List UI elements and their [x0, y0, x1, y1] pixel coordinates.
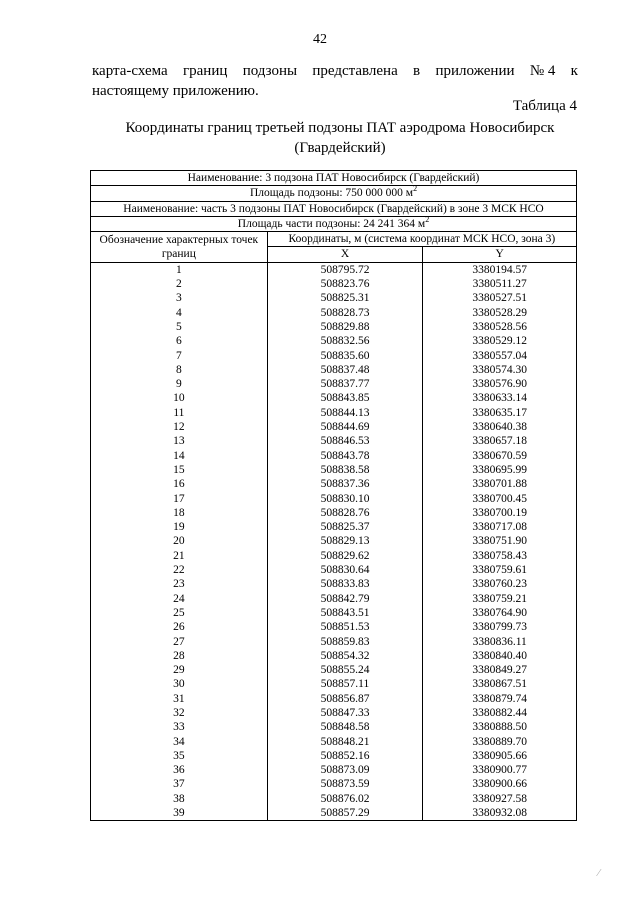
- intro-word: карта-схема: [92, 63, 168, 79]
- x-value: 508876.02: [267, 792, 423, 806]
- x-value: 508873.09: [267, 763, 423, 777]
- y-value: 3380932.08: [423, 806, 577, 821]
- x-value: 508830.64: [267, 563, 423, 577]
- intro-paragraph: [92, 61, 578, 101]
- x-value: 508829.62: [267, 549, 423, 563]
- point-number: 4: [91, 306, 268, 320]
- y-value: 3380528.29: [423, 306, 577, 320]
- y-value: 3380557.04: [423, 349, 577, 363]
- x-value: 508851.53: [267, 620, 423, 634]
- y-value: 3380511.27: [423, 277, 577, 291]
- x-value: 508846.53: [267, 434, 423, 448]
- intro-word: границ: [183, 63, 228, 79]
- y-value: 3380576.90: [423, 377, 577, 391]
- x-value: 508857.11: [267, 677, 423, 691]
- point-number: 1: [91, 262, 268, 277]
- x-value: 508848.58: [267, 720, 423, 734]
- point-number: 8: [91, 363, 268, 377]
- table-row: [91, 749, 577, 763]
- point-number: 39: [91, 806, 268, 821]
- y-column-header: Y: [423, 247, 577, 262]
- table-row: [91, 506, 577, 520]
- column-header-row: [91, 232, 577, 247]
- table-row: [91, 306, 577, 320]
- point-number: 10: [91, 391, 268, 405]
- y-value: 3380849.27: [423, 663, 577, 677]
- table-row: [91, 477, 577, 491]
- x-value: 508847.33: [267, 706, 423, 720]
- y-value: 3380879.74: [423, 692, 577, 706]
- point-number: 37: [91, 777, 268, 791]
- table-row: [91, 563, 577, 577]
- x-value: 508837.36: [267, 477, 423, 491]
- x-value: 508837.48: [267, 363, 423, 377]
- table-row: [91, 334, 577, 348]
- table-row: [91, 592, 577, 606]
- table-row: [91, 434, 577, 448]
- table-row: [91, 449, 577, 463]
- point-number: 38: [91, 792, 268, 806]
- part-name: Наименование: часть 3 подзоны ПАТ Новосибирск (Гвардейский) в зоне 3 МСК НСО: [91, 201, 577, 216]
- intro-line-2: настоящему приложению.: [92, 83, 259, 99]
- intro-word: представлена: [312, 63, 398, 79]
- y-value: 3380528.56: [423, 320, 577, 334]
- table-row: [91, 763, 577, 777]
- y-value: 3380764.90: [423, 606, 577, 620]
- intro-word: в: [413, 63, 421, 79]
- table-row: [91, 692, 577, 706]
- part-area-unit-sup: 2: [425, 215, 430, 225]
- part-area-text: Площадь части подзоны: 24 241 364 м: [237, 217, 426, 230]
- point-number: 23: [91, 577, 268, 591]
- x-value: 508848.21: [267, 735, 423, 749]
- point-number: 2: [91, 277, 268, 291]
- table-row: [91, 463, 577, 477]
- point-number: 21: [91, 549, 268, 563]
- table-row: [91, 649, 577, 663]
- y-value: 3380759.61: [423, 563, 577, 577]
- point-number: 19: [91, 520, 268, 534]
- point-number: 9: [91, 377, 268, 391]
- y-value: 3380760.23: [423, 577, 577, 591]
- y-value: 3380529.12: [423, 334, 577, 348]
- coords-column-header: Координаты, м (система координат МСК НСО, зона 3): [267, 232, 576, 247]
- table-row: [91, 777, 577, 791]
- point-number: 3: [91, 291, 268, 305]
- x-value: 508830.10: [267, 492, 423, 506]
- page-number: 42: [313, 32, 327, 47]
- table-row: [91, 549, 577, 563]
- table-row: [91, 291, 577, 305]
- table-row: [91, 349, 577, 363]
- y-value: 3380799.73: [423, 620, 577, 634]
- table-title-line-2: (Гвардейский): [294, 140, 386, 156]
- table-row: [91, 663, 577, 677]
- y-value: 3380635.17: [423, 406, 577, 420]
- y-value: 3380194.57: [423, 262, 577, 277]
- y-value: 3380717.08: [423, 520, 577, 534]
- intro-word: к: [570, 63, 578, 79]
- intro-word: приложении: [435, 63, 515, 79]
- x-value: 508855.24: [267, 663, 423, 677]
- x-value: 508823.76: [267, 277, 423, 291]
- table-row: [91, 363, 577, 377]
- x-value: 508832.56: [267, 334, 423, 348]
- intro-word: № 4: [529, 63, 556, 79]
- y-value: 3380701.88: [423, 477, 577, 491]
- point-number: 32: [91, 706, 268, 720]
- y-value: 3380759.21: [423, 592, 577, 606]
- y-value: 3380640.38: [423, 420, 577, 434]
- x-value: 508857.29: [267, 806, 423, 821]
- table-row: [91, 420, 577, 434]
- point-number: 18: [91, 506, 268, 520]
- x-value: 508873.59: [267, 777, 423, 791]
- y-value: 3380840.40: [423, 649, 577, 663]
- point-number: 13: [91, 434, 268, 448]
- y-value: 3380527.51: [423, 291, 577, 305]
- y-value: 3380900.77: [423, 763, 577, 777]
- y-value: 3380905.66: [423, 749, 577, 763]
- subzone-area-text: Площадь подзоны: 750 000 000 м: [249, 187, 414, 200]
- table-row: [91, 620, 577, 634]
- x-value: 508825.37: [267, 520, 423, 534]
- y-value: 3380633.14: [423, 391, 577, 405]
- table-row: [91, 606, 577, 620]
- table-row: [91, 720, 577, 734]
- x-value: 508843.51: [267, 606, 423, 620]
- y-value: 3380657.18: [423, 434, 577, 448]
- part-area: [91, 216, 577, 231]
- x-value: 508825.31: [267, 291, 423, 305]
- y-value: 3380900.66: [423, 777, 577, 791]
- table-title-line-1: Координаты границ третьей подзоны ПАТ аэродрома Новосибирск: [125, 120, 555, 136]
- x-value: 508828.73: [267, 306, 423, 320]
- x-value: 508833.83: [267, 577, 423, 591]
- table-part-name-row: [91, 201, 577, 216]
- table-name-row: [91, 171, 577, 186]
- table-label: Таблица 4: [512, 98, 577, 114]
- table-row: [91, 534, 577, 548]
- area-unit-sup: 2: [413, 184, 418, 194]
- table-row: [91, 677, 577, 691]
- point-number: 16: [91, 477, 268, 491]
- point-number: 35: [91, 749, 268, 763]
- x-value: 508843.85: [267, 391, 423, 405]
- point-number: 6: [91, 334, 268, 348]
- x-value: 508856.87: [267, 692, 423, 706]
- subzone-name: Наименование: 3 подзона ПАТ Новосибирск (Гвардейский): [91, 171, 577, 186]
- x-value: 508844.13: [267, 406, 423, 420]
- point-number: 11: [91, 406, 268, 420]
- y-value: 3380751.90: [423, 534, 577, 548]
- x-value: 508795.72: [267, 262, 423, 277]
- table-title: [90, 118, 590, 158]
- point-number: 5: [91, 320, 268, 334]
- point-number: 25: [91, 606, 268, 620]
- table-row: [91, 277, 577, 291]
- point-number: 31: [91, 692, 268, 706]
- table-row: [91, 406, 577, 420]
- x-value: 508859.83: [267, 635, 423, 649]
- intro-line-1: [92, 61, 578, 81]
- y-value: 3380758.43: [423, 549, 577, 563]
- y-value: 3380700.19: [423, 506, 577, 520]
- table-row: [91, 735, 577, 749]
- x-value: 508837.77: [267, 377, 423, 391]
- x-value: 508835.60: [267, 349, 423, 363]
- x-column-header: X: [267, 247, 423, 262]
- point-number: 24: [91, 592, 268, 606]
- point-number: 12: [91, 420, 268, 434]
- x-value: 508844.69: [267, 420, 423, 434]
- y-value: 3380867.51: [423, 677, 577, 691]
- table-row: [91, 391, 577, 405]
- point-number: 34: [91, 735, 268, 749]
- point-column-header: Обозначение характерных точек границ: [91, 232, 268, 263]
- x-value: 508843.78: [267, 449, 423, 463]
- point-number: 20: [91, 534, 268, 548]
- y-value: 3380700.45: [423, 492, 577, 506]
- point-number: 14: [91, 449, 268, 463]
- intro-word: подзоны: [242, 63, 298, 79]
- point-number: 17: [91, 492, 268, 506]
- table-row: [91, 262, 577, 277]
- x-value: 508854.32: [267, 649, 423, 663]
- table-row: [91, 577, 577, 591]
- table-part-area-row: [91, 216, 577, 231]
- table-row: [91, 492, 577, 506]
- table-row: [91, 792, 577, 806]
- x-value: 508828.76: [267, 506, 423, 520]
- table-row: [91, 706, 577, 720]
- subzone-area: [91, 186, 577, 201]
- point-number: 22: [91, 563, 268, 577]
- point-number: 29: [91, 663, 268, 677]
- x-value: 508852.16: [267, 749, 423, 763]
- point-number: 26: [91, 620, 268, 634]
- table-row: [91, 520, 577, 534]
- point-number: 27: [91, 635, 268, 649]
- y-value: 3380889.70: [423, 735, 577, 749]
- x-value: 508829.88: [267, 320, 423, 334]
- y-value: 3380882.44: [423, 706, 577, 720]
- coordinates-table: [90, 170, 577, 821]
- point-number: 30: [91, 677, 268, 691]
- y-value: 3380574.30: [423, 363, 577, 377]
- point-number: 28: [91, 649, 268, 663]
- scan-mark: ⁄: [598, 868, 600, 879]
- y-value: 3380927.58: [423, 792, 577, 806]
- point-number: 15: [91, 463, 268, 477]
- point-number: 36: [91, 763, 268, 777]
- x-value: 508842.79: [267, 592, 423, 606]
- y-value: 3380888.50: [423, 720, 577, 734]
- point-number: 7: [91, 349, 268, 363]
- table-row: [91, 635, 577, 649]
- y-value: 3380695.99: [423, 463, 577, 477]
- y-value: 3380670.59: [423, 449, 577, 463]
- y-value: 3380836.11: [423, 635, 577, 649]
- table-row: [91, 320, 577, 334]
- point-number: 33: [91, 720, 268, 734]
- x-value: 508829.13: [267, 534, 423, 548]
- table-area-row: [91, 186, 577, 201]
- table-row: [91, 377, 577, 391]
- x-value: 508838.58: [267, 463, 423, 477]
- table-row: [91, 806, 577, 821]
